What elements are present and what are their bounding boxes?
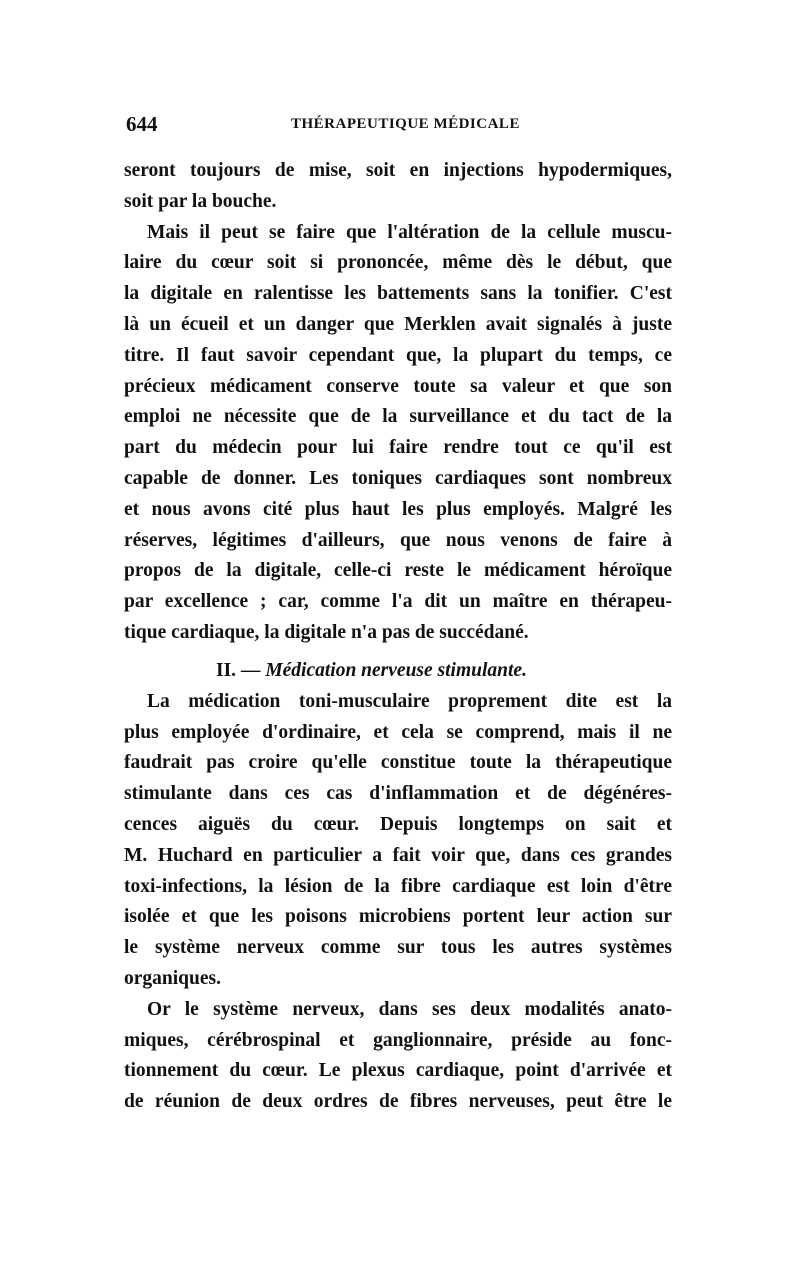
section-heading — [124, 649, 672, 687]
text-line: propos de la digitale, celle-ci reste le médicament héroïque — [124, 560, 672, 582]
text-line: part du médecin pour lui faire rendre tout ce qu'il est — [124, 437, 672, 459]
paragraph-digitalis — [124, 218, 672, 649]
text-line: Or le système nerveux, dans ses deux modalités anato- — [147, 998, 672, 1020]
section-number: II. — — [216, 659, 261, 681]
text-line: organiques. — [124, 967, 221, 989]
body-text — [124, 156, 672, 1118]
text-line: stimulante dans ces cas d'inflammation et de dégénéres- — [124, 783, 672, 805]
text-line: tique cardiaque, la digitale n'a pas de succédané. — [124, 621, 529, 643]
text-line: de réunion de deux ordres de fibres nerveuses, peut être le — [124, 1091, 672, 1113]
text-line: laire du cœur soit si prononcée, même dès le début, que — [124, 252, 672, 274]
text-line: par excellence ; car, comme l'a dit un maître en thérapeu- — [124, 591, 672, 613]
text-line: emploi ne nécessite que de la surveillance et du tact de la — [124, 406, 672, 428]
text-line: M. Huchard en particulier a fait voir que, dans ces grandes — [124, 844, 672, 866]
text-line: faudrait pas croire qu'elle constitue toute la thérapeutique — [124, 752, 672, 774]
running-title: THÉRAPEUTIQUE MÉDICALE — [291, 116, 520, 132]
text-line: plus employée d'ordinaire, et cela se comprend, mais il ne — [124, 721, 672, 743]
text-line: titre. Il faut savoir cependant que, la plupart du temps, ce — [124, 344, 672, 366]
text-line: la digitale en ralentisse les battements sans la tonifier. C'est — [124, 283, 672, 305]
text-line: Mais il peut se faire que l'altération de la cellule muscu- — [147, 221, 672, 243]
text-line: capable de donner. Les toniques cardiaques sont nombreux — [124, 467, 672, 489]
text-line: là un écueil et un danger que Merklen avait signalés à juste — [124, 313, 672, 335]
section-title: Médication nerveuse stimulante. — [265, 659, 527, 681]
text-line: soit par la bouche. — [124, 190, 277, 212]
page-header — [126, 112, 674, 142]
text-line: le système nerveux comme sur tous les autres systèmes — [124, 937, 672, 959]
text-line: réserves, légitimes d'ailleurs, que nous venons de faire à — [124, 529, 672, 551]
page-number: 644 — [126, 112, 158, 136]
text-line: toxi-infections, la lésion de la fibre cardiaque est loin d'être — [124, 875, 672, 897]
paragraph-systeme-nerveux — [124, 995, 672, 1118]
text-line: seront toujours de mise, soit en injections hypodermiques, — [124, 160, 672, 181]
paragraph-toni-musculaire — [124, 687, 672, 995]
text-line: isolée et que les poisons microbiens portent leur action sur — [124, 906, 672, 928]
text-line: miques, cérébrospinal et ganglionnaire, préside au fonc- — [124, 1029, 672, 1051]
text-line: tionnement du cœur. Le plexus cardiaque, point d'arrivée et — [124, 1060, 672, 1082]
paragraph-continuation — [124, 156, 672, 218]
text-line: cences aiguës du cœur. Depuis longtemps on sait et — [124, 813, 672, 835]
text-line: et nous avons cité plus haut les plus employés. Malgré les — [124, 498, 672, 520]
text-line: La médication toni-musculaire proprement dite est la — [147, 690, 672, 712]
text-line: précieux médicament conserve toute sa valeur et que son — [124, 375, 672, 397]
